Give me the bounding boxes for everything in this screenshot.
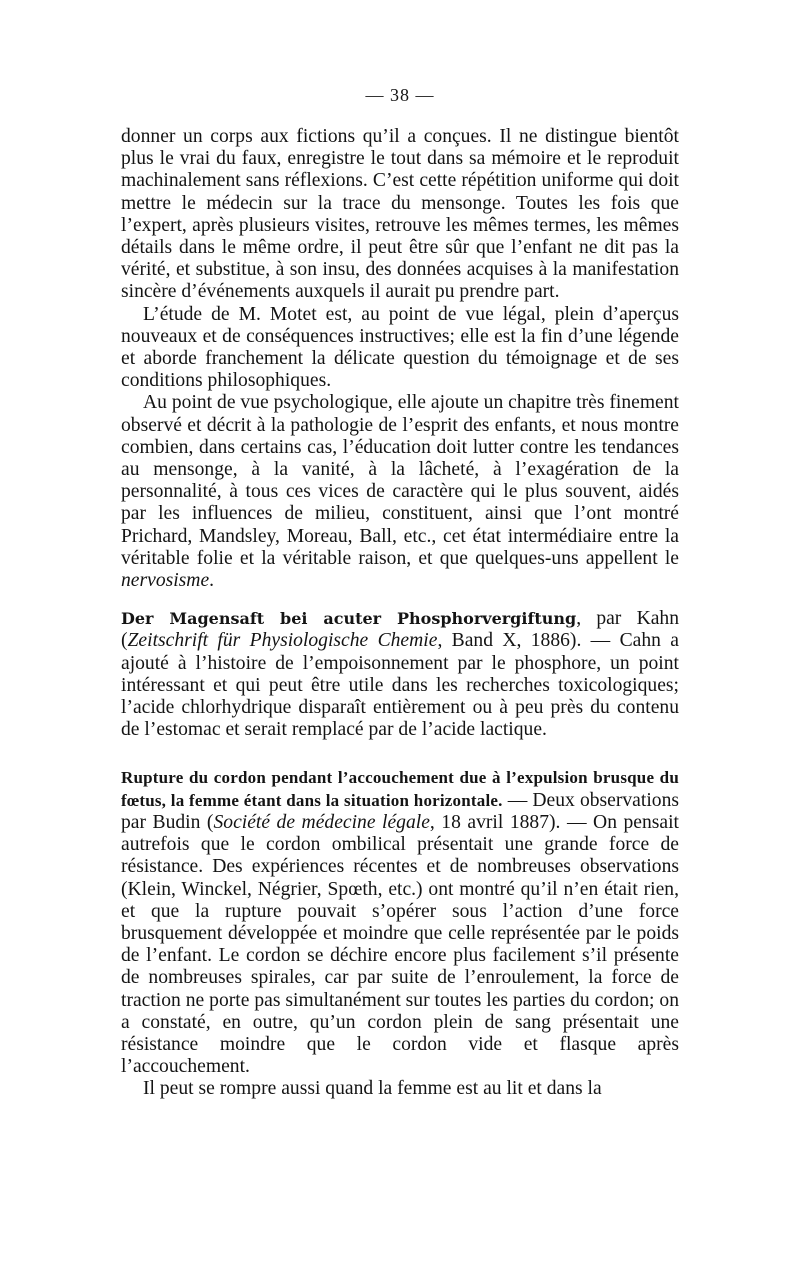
section-cord-rupture-journal: Société de médecine légale [213,811,430,833]
section-cord-rupture-body: , 18 avril 1887). — On pensait autrefois que le cordon ombilical présentait une grande force de résistance. Des expériences récentes et de nombreuses observations (Klein, Winckel, Négrier, Spœth, etc.) ont montré qu’il n’en était rien, et que la rupture pouvait s’opérer sous l’action d’une force brusquement développée et moindre que celle représentée par le poids de l’enfant. Le cordon se déchire encore plus facilement s’il présente de nombreuses spirales, car par suite de l’enroulement, la force de traction ne porte pas simultanément sur toutes les parties du cordon; on a constaté, en outre, qu’un cordon plein de sang présentait une résistance moindre que le cordon vide et flasque après l’accouchement. [121,811,679,1078]
section-phosphorus [121,608,679,741]
section-cord-rupture [121,767,679,1078]
paragraph-psychology-end: . [209,570,215,592]
section-phosphorus-journal: Zeitschrift für Physiologische Chemie [127,630,438,652]
page-number: — 38 — [365,85,435,105]
section-cord-rupture-citation-open: — Deux observations par Budin ( [121,789,679,833]
document-page [121,84,679,1101]
paragraph-continuation: donner un corps aux fictions qu’il a conçues. Il ne distingue bientôt plus le vrai du faux, enregistre le tout dans sa mémoire et le reproduit machinalement sans réflexions. C’est cette répétition uniforme qui doit mettre le médecin sur la trace du mensonge. Toutes les fois que l’expert, après plusieurs visites, retrouve les mêmes termes, les mêmes détails dans le même ordre, il peut être sûr que l’enfant ne dit pas la vérité, et substitue, à son insu, des données acquises à la manifestation sincère d’événements auxquels il aurait pu prendre part. [121,126,679,303]
section-cord-rupture-heading: Rupture du cordon pendant l’accouchement due à l’expulsion brusque du fœtus, la femme étant dans la situation horizontale. [121,768,679,810]
paragraph-motet-study: L’étude de M. Motet est, au point de vue légal, plein d’aperçus nouveaux et de conséquences instructives; elle est la fin d’une légende et aborde franchement la délicate question du témoignage et de ses conditions philosophiques. [121,303,679,392]
section-phosphorus-body: , Band X, 1886). — Cahn a ajouté à l’histoire de l’empoisonnement par le phosphore, un point intéressant et qui peut être utile dans les recherches toxicologiques; l’acide chlorhydrique disparaît entièrement ou à peu près du contenu de l’estomac et serait remplacé par de l’acide lactique. [121,630,679,741]
paragraph-last-line: Il peut se rompre aussi quand la femme est au lit et dans la [143,1078,602,1100]
nervosisme-term: nervosisme [121,570,210,592]
paragraph-psychology [121,392,679,592]
section-phosphorus-citation-open: , par Kahn ( [121,608,680,652]
paragraph-psychology-text: Au point de vue psychologique, elle ajoute un chapitre très finement observé et décrit à la pathologie de l’esprit des enfants, et nous montre combien, dans certains cas, l’éducation doit lutter contre les tendances au mensonge, à la vanité, à la lâcheté, à l’exagération de la personnalité, à tous ces vices de caractère qui le plus souvent, aidés par les influences de milieu, constituent, ainsi que l’ont montré Prichard, Mandsley, Moreau, Ball, etc., cet état intermédiaire entre la véritable folie et la véritable raison, et que quelques-uns appellent le [121,392,679,569]
section-phosphorus-heading: Der Magensaft bei acuter Phosphorvergiftung [121,609,577,629]
